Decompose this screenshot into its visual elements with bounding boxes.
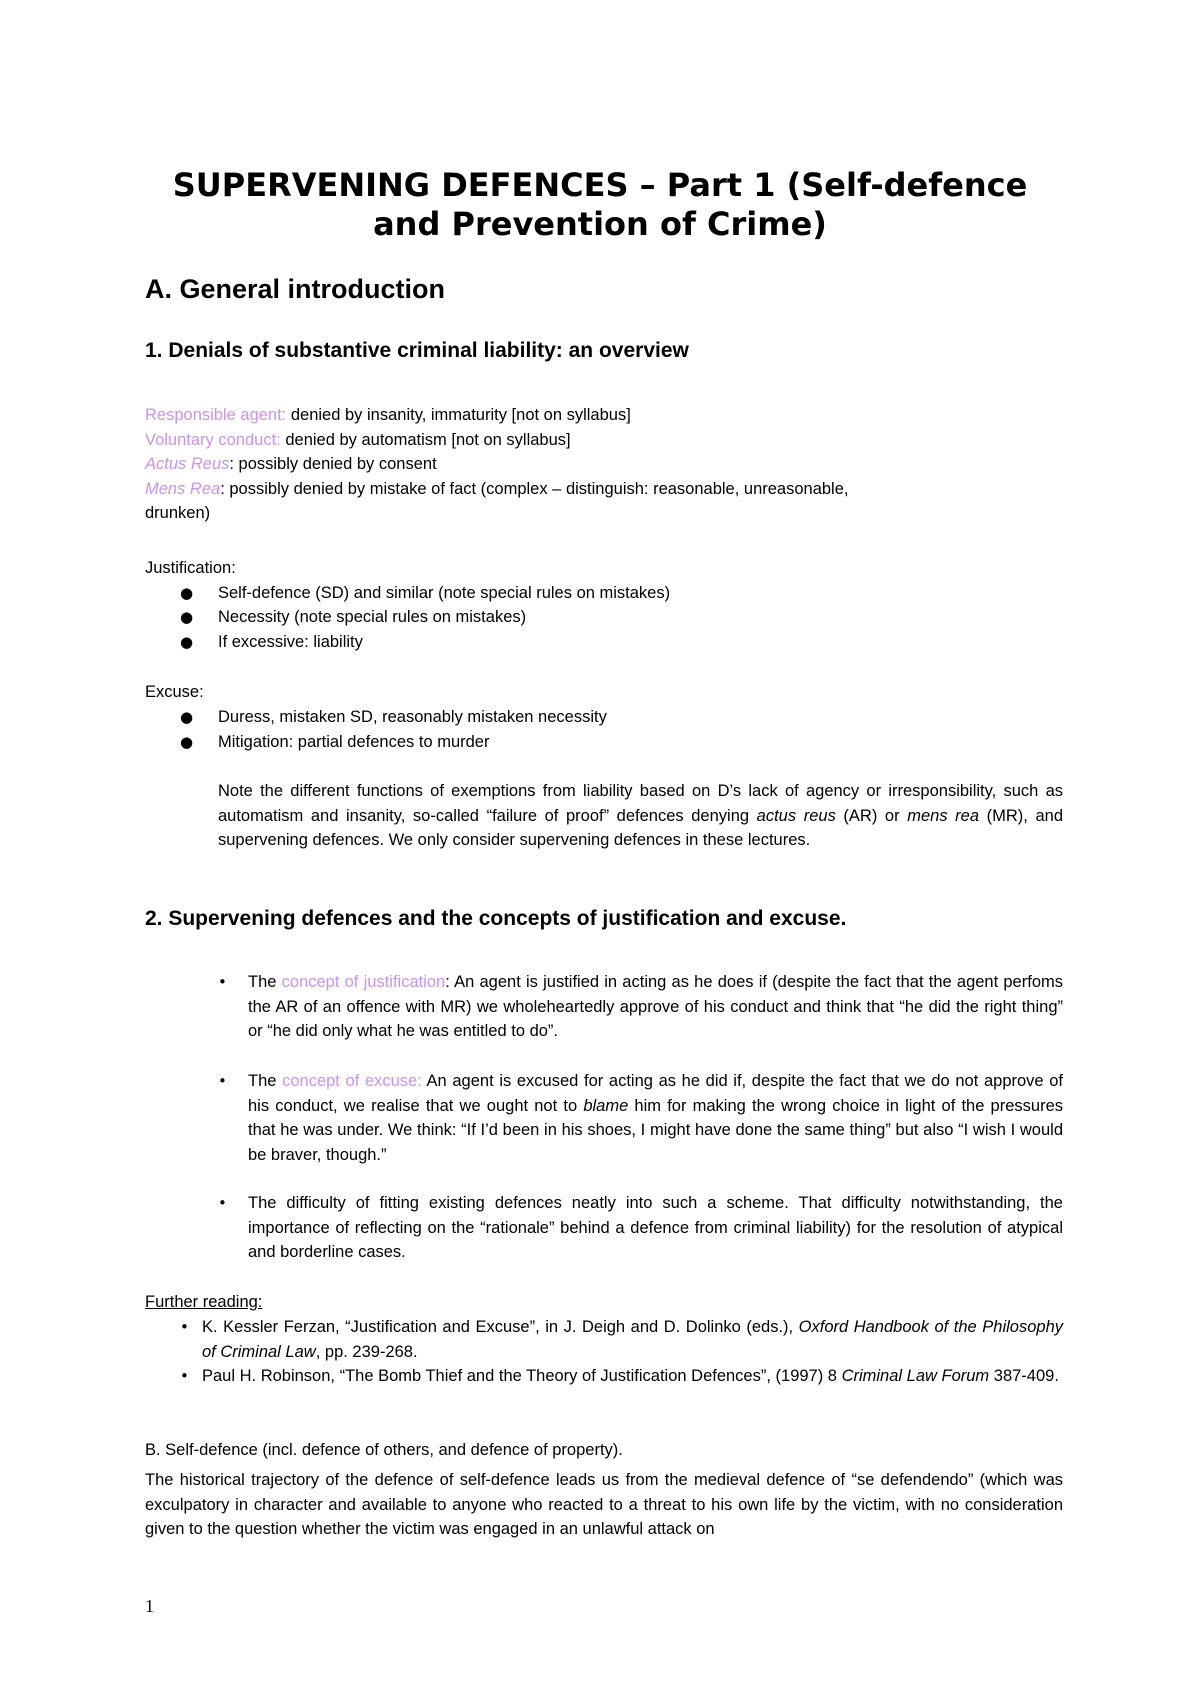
bullet-icon: ● [180,608,194,626]
overview-item: Responsible agent: denied by insanity, immaturity [not on syllabus] [145,406,631,424]
bullet-icon: • [218,1072,227,1090]
overview-item: Voluntary conduct: denied by automatism [not on syllabus] [145,430,571,449]
justification-item: Necessity (note special rules on mistakes) [218,608,527,626]
justification-label: Justification: [145,559,236,577]
excuse-item: Mitigation: partial defences to murder [218,733,490,751]
overview-item: Mens Rea: possibly denied by mistake of fact (complex – distinguish: reasonable, unreasonable, [145,479,849,498]
justification-item: If excessive: liability [218,633,363,651]
section-b-paragraph: The historical trajectory of the defence of self-defence leads us from the medieval defence of “se defendendo” (which was exculpatory in character and available to anyone who reacted to a threat to his own life by the victim, with no consideration given to the question whether the victim was engaged in an unlawful attack on [145,1471,1063,1538]
section-b-heading: B. Self-defence (incl. defence of others, and defence of property). [145,1441,623,1459]
overview-list [145,403,1065,526]
subsection-1-heading: 1. Denials of substantive criminal liability: an overview [145,339,689,362]
difficulty-paragraph: The difficulty of fitting existing defences neatly into such a scheme. That difficulty notwithstanding, the importance of reflecting on the “rationale” behind a defence from criminal liability) for the resolution of atypical and borderline cases. [248,1194,1063,1261]
page-number: 1 [145,1596,154,1616]
reading-reference: K. Kessler Ferzan, “Justification and Excuse”, in J. Deigh and D. Dolinko (eds.), Oxford Handbook of the Philosophy of Criminal Law, pp. 239-268. [202,1318,1063,1361]
bullet-icon: • [218,1194,227,1212]
concept-term: concept of justification [281,973,446,991]
bullet-icon: ● [180,584,194,602]
title-line-2: and Prevention of Crime) [373,205,827,243]
bullet-icon: • [180,1318,189,1336]
overview-item: Actus Reus: possibly denied by consent [145,455,437,473]
justification-concept-paragraph: The concept of justification: An agent is justified in acting as he does if (despite the fact that the agent perfoms the AR of an offence with MR) we wholeheartedly approve of his conduct and think that “he did the right thing” or “he did only what he was entitled to do”. [248,973,1063,1040]
overview-item-continuation: drunken) [145,504,211,522]
justification-item: Self-defence (SD) and similar (note special rules on mistakes) [218,584,671,602]
note-paragraph: Note the different functions of exemptions from liability based on D’s lack of agency or irresponsibility, such as automatism and insanity, so-called “failure of proof” defences denying actus reus (AR) or mens rea (MR), and supervening defences. We only consider supervening defences in these lectures. [218,782,1064,849]
overview-label: Actus Reus [145,455,230,473]
subsection-2-heading: 2. Supervening defences and the concepts of justification and excuse. [145,907,847,930]
bullet-icon: • [180,1367,189,1385]
concept-term: concept of excuse: [282,1072,422,1090]
overview-label: Responsible agent: [145,406,287,424]
overview-label: Voluntary conduct: [145,430,281,449]
bullet-icon: • [218,973,227,991]
bullet-icon: ● [180,633,194,651]
bullet-icon: ● [180,708,194,726]
overview-label: Mens Rea [145,479,221,498]
excuse-concept-paragraph: The concept of excuse: An agent is excused for acting as he did if, despite the fact that we do not approve of his conduct, we realise that we ought not to blame him for making the wrong choice in light of the pressures that he was under. We think: “If I’d been in his shoes, I might have done the same thing” but also “I wish I would be braver, though.” [248,1072,1063,1164]
further-reading-label: Further reading: [145,1293,263,1311]
title-line-1: SUPERVENING DEFENCES – Part 1 (Self-defence [172,166,1028,204]
bullet-icon: ● [180,733,194,751]
reading-reference: Paul H. Robinson, “The Bomb Thief and the Theory of Justification Defences”, (1997) 8 Criminal Law Forum 387-409. [202,1367,1059,1385]
document-title [120,166,1080,244]
section-a-heading: A. General introduction [145,274,446,304]
excuse-item: Duress, mistaken SD, reasonably mistaken necessity [218,708,607,726]
excuse-label: Excuse: [145,683,204,701]
